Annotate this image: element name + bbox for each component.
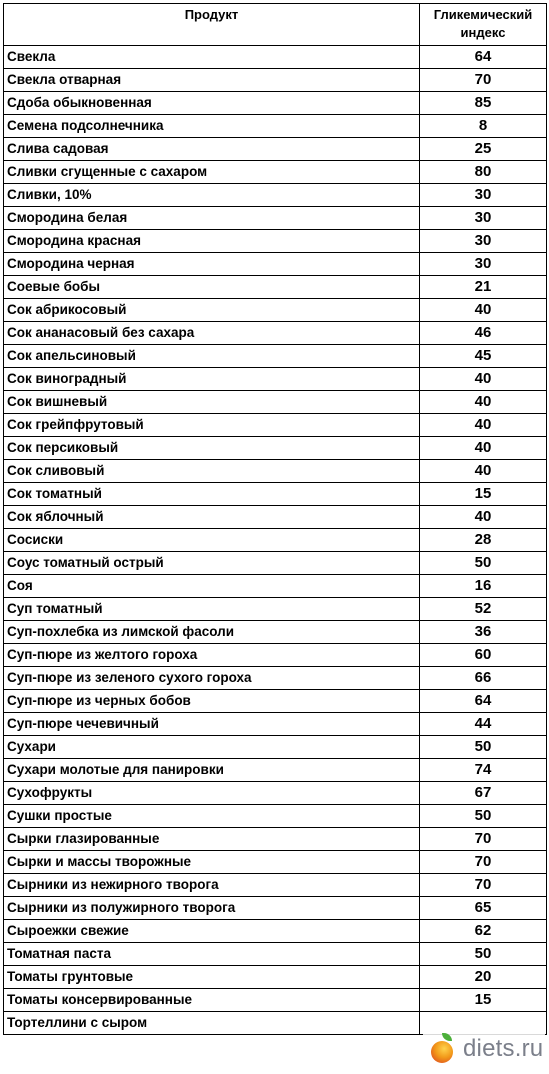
glycemic-index-cell: 30 [420, 184, 547, 207]
table-row [4, 161, 547, 184]
glycemic-index-cell: 50 [420, 805, 547, 828]
glycemic-index-cell: 30 [420, 207, 547, 230]
header-product: Продукт [4, 4, 420, 46]
product-name-cell: Сдоба обыкновенная [4, 92, 420, 115]
glycemic-index-cell: 40 [420, 437, 547, 460]
product-name-cell: Сырники из нежирного творога [4, 874, 420, 897]
glycemic-index-cell: 64 [420, 46, 547, 69]
table-body [4, 46, 547, 1035]
product-name-cell: Сливки, 10% [4, 184, 420, 207]
glycemic-index-cell: 20 [420, 966, 547, 989]
table-row [4, 345, 547, 368]
table-row [4, 874, 547, 897]
product-name-cell: Сок абрикосовый [4, 299, 420, 322]
glycemic-index-cell: 25 [420, 138, 547, 161]
product-name-cell: Суп-пюре из желтого гороха [4, 644, 420, 667]
glycemic-index-cell: 15 [420, 483, 547, 506]
glycemic-index-cell: 85 [420, 92, 547, 115]
product-name-cell: Суп-пюре из зеленого сухого гороха [4, 667, 420, 690]
table-row [4, 621, 547, 644]
table-row [4, 276, 547, 299]
product-name-cell: Сухари [4, 736, 420, 759]
table-row [4, 736, 547, 759]
glycemic-index-cell: 60 [420, 644, 547, 667]
glycemic-index-cell: 46 [420, 322, 547, 345]
glycemic-index-cell: 62 [420, 920, 547, 943]
table-row [4, 713, 547, 736]
product-name-cell: Соус томатный острый [4, 552, 420, 575]
product-name-cell: Сок сливовый [4, 460, 420, 483]
product-name-cell: Сок апельсиновый [4, 345, 420, 368]
product-name-cell: Сок яблочный [4, 506, 420, 529]
product-name-cell: Сырники из полужирного творога [4, 897, 420, 920]
table-row [4, 575, 547, 598]
glycemic-index-cell: 40 [420, 391, 547, 414]
product-name-cell: Сок томатный [4, 483, 420, 506]
product-name-cell: Свекла отварная [4, 69, 420, 92]
product-name-cell: Тортеллини с сыром [4, 1012, 420, 1035]
table-row [4, 805, 547, 828]
table-row [4, 920, 547, 943]
product-name-cell: Свекла [4, 46, 420, 69]
product-name-cell: Смородина красная [4, 230, 420, 253]
glycemic-index-cell: 21 [420, 276, 547, 299]
table-row [4, 690, 547, 713]
glycemic-index-cell: 70 [420, 69, 547, 92]
glycemic-index-cell: 80 [420, 161, 547, 184]
table-row [4, 138, 547, 161]
product-name-cell: Суп томатный [4, 598, 420, 621]
table-row [4, 46, 547, 69]
product-name-cell: Смородина белая [4, 207, 420, 230]
product-name-cell: Сок виноградный [4, 368, 420, 391]
table-row [4, 598, 547, 621]
product-name-cell: Сок персиковый [4, 437, 420, 460]
product-name-cell: Томаты грунтовые [4, 966, 420, 989]
product-name-cell: Томатная паста [4, 943, 420, 966]
table-row [4, 115, 547, 138]
product-name-cell: Слива садовая [4, 138, 420, 161]
product-name-cell: Сосиски [4, 529, 420, 552]
glycemic-index-cell: 40 [420, 299, 547, 322]
table-row [4, 782, 547, 805]
diets-ru-watermark [423, 1030, 545, 1068]
glycemic-index-cell: 70 [420, 851, 547, 874]
table-row [4, 667, 547, 690]
glycemic-index-cell: 70 [420, 828, 547, 851]
product-name-cell: Соя [4, 575, 420, 598]
product-name-cell: Сушки простые [4, 805, 420, 828]
glycemic-index-cell: 40 [420, 414, 547, 437]
table-row [4, 529, 547, 552]
table-row [4, 966, 547, 989]
product-name-cell: Сливки сгущенные с сахаром [4, 161, 420, 184]
glycemic-index-cell: 44 [420, 713, 547, 736]
product-name-cell: Сок вишневый [4, 391, 420, 414]
table-row [4, 989, 547, 1012]
glycemic-index-cell: 36 [420, 621, 547, 644]
table-row [4, 828, 547, 851]
glycemic-index-cell: 65 [420, 897, 547, 920]
glycemic-index-cell: 50 [420, 736, 547, 759]
glycemic-index-cell: 67 [420, 782, 547, 805]
glycemic-index-table [3, 3, 547, 1035]
product-name-cell: Сухофрукты [4, 782, 420, 805]
glycemic-index-cell: 30 [420, 253, 547, 276]
glycemic-index-cell: 30 [420, 230, 547, 253]
product-name-cell: Соевые бобы [4, 276, 420, 299]
glycemic-index-cell: 50 [420, 943, 547, 966]
table-row [4, 207, 547, 230]
table-row [4, 460, 547, 483]
glycemic-index-cell: 66 [420, 667, 547, 690]
table-row [4, 483, 547, 506]
table-row [4, 897, 547, 920]
apple-logo-icon [429, 1033, 459, 1065]
product-name-cell: Суп-пюре чечевичный [4, 713, 420, 736]
glycemic-index-cell: 40 [420, 368, 547, 391]
table-row [4, 253, 547, 276]
glycemic-index-cell: 45 [420, 345, 547, 368]
table-row [4, 437, 547, 460]
table-row [4, 391, 547, 414]
glycemic-index-cell: 74 [420, 759, 547, 782]
header-glycemic-index: Гликемический индекс [420, 4, 547, 46]
glycemic-index-cell: 70 [420, 874, 547, 897]
product-name-cell: Смородина черная [4, 253, 420, 276]
table-row [4, 299, 547, 322]
product-name-cell: Сок ананасовый без сахара [4, 322, 420, 345]
product-name-cell: Сырки глазированные [4, 828, 420, 851]
table-row [4, 230, 547, 253]
table-row [4, 552, 547, 575]
table-row [4, 943, 547, 966]
product-name-cell: Семена подсолнечника [4, 115, 420, 138]
product-name-cell: Сырки и массы творожные [4, 851, 420, 874]
table-row [4, 69, 547, 92]
glycemic-index-cell: 40 [420, 460, 547, 483]
table-row [4, 851, 547, 874]
product-name-cell: Сок грейпфрутовый [4, 414, 420, 437]
product-name-cell: Суп-пюре из черных бобов [4, 690, 420, 713]
table-row [4, 506, 547, 529]
table-row [4, 414, 547, 437]
glycemic-index-cell: 16 [420, 575, 547, 598]
table-row [4, 368, 547, 391]
glycemic-index-cell: 15 [420, 989, 547, 1012]
product-name-cell: Сыроежки свежие [4, 920, 420, 943]
table-header-row [4, 4, 547, 46]
watermark-text: diets.ru [463, 1035, 544, 1062]
product-name-cell: Томаты консервированные [4, 989, 420, 1012]
product-name-cell: Суп-похлебка из лимской фасоли [4, 621, 420, 644]
table-row [4, 759, 547, 782]
glycemic-index-cell: 40 [420, 506, 547, 529]
product-name-cell: Сухари молотые для панировки [4, 759, 420, 782]
glycemic-index-cell: 64 [420, 690, 547, 713]
table-row [4, 184, 547, 207]
glycemic-index-cell: 8 [420, 115, 547, 138]
table-row [4, 92, 547, 115]
glycemic-index-cell: 50 [420, 552, 547, 575]
glycemic-index-cell: 28 [420, 529, 547, 552]
table-row [4, 322, 547, 345]
table-row [4, 644, 547, 667]
glycemic-index-cell: 52 [420, 598, 547, 621]
